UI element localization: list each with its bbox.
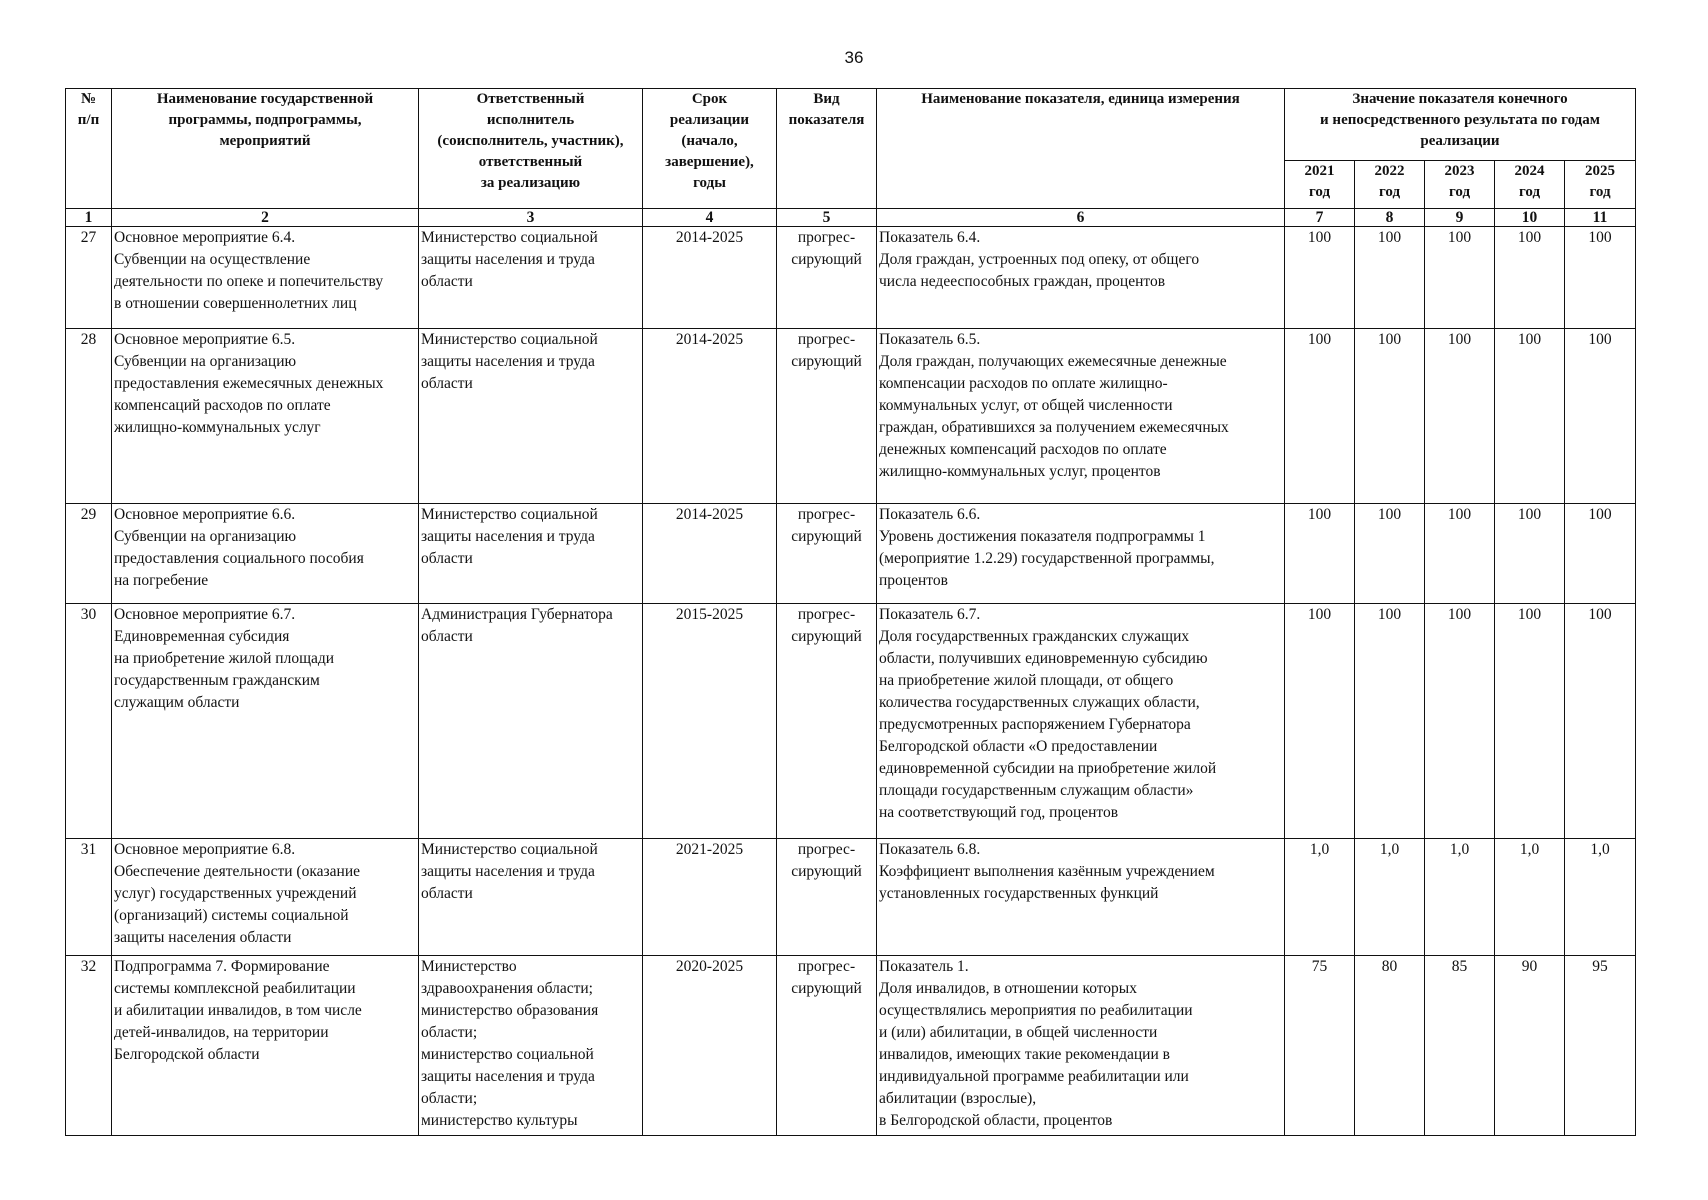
value-2024: 1,0 — [1495, 839, 1565, 956]
program-name: Основное мероприятие 6.4. Субвенции на осуществление деятельности по опеке и попечительству в отношении совершеннолетних лиц — [112, 227, 419, 329]
value-2022: 100 — [1355, 604, 1425, 839]
value-2022: 100 — [1355, 504, 1425, 604]
responsible-executor: Министерство социальной защиты населения и труда области — [419, 504, 643, 604]
indicator-type: прогрес- сирующий — [777, 227, 877, 329]
indicator-name: Показатель 6.8. Коэффициент выполнения казённым учреждением установленных государственных функций — [877, 839, 1285, 956]
value-2022: 80 — [1355, 956, 1425, 1136]
implementation-term: 2015-2025 — [643, 604, 777, 839]
value-2022: 100 — [1355, 329, 1425, 504]
indicator-type: прогрес- сирующий — [777, 329, 877, 504]
column-number: 8 — [1355, 209, 1425, 227]
indicator-type: прогрес- сирующий — [777, 604, 877, 839]
value-2025: 100 — [1565, 504, 1636, 604]
header-year-2021: 2021 год — [1285, 161, 1355, 209]
implementation-term: 2020-2025 — [643, 956, 777, 1136]
page-number: 36 — [844, 48, 864, 67]
indicators-table — [65, 88, 1636, 1136]
value-2024: 100 — [1495, 329, 1565, 504]
responsible-executor: Министерство социальной защиты населения и труда области — [419, 227, 643, 329]
table-row — [66, 329, 1636, 504]
row-number: 28 — [66, 329, 112, 504]
responsible-executor: Администрация Губернатора области — [419, 604, 643, 839]
column-number: 5 — [777, 209, 877, 227]
value-2022: 1,0 — [1355, 839, 1425, 956]
row-number: 32 — [66, 956, 112, 1136]
value-2025: 100 — [1565, 227, 1636, 329]
value-2022: 100 — [1355, 227, 1425, 329]
implementation-term: 2021-2025 — [643, 839, 777, 956]
table-row — [66, 227, 1636, 329]
table-row — [66, 604, 1636, 839]
indicator-type: прогрес- сирующий — [777, 839, 877, 956]
indicator-name: Показатель 6.4. Доля граждан, устроенных под опеку, от общего числа недееспособных граждан, процентов — [877, 227, 1285, 329]
column-number: 7 — [1285, 209, 1355, 227]
value-2024: 100 — [1495, 604, 1565, 839]
header-responsible: Ответственный исполнитель (соисполнитель, участник), ответственный за реализацию — [419, 89, 643, 209]
value-2025: 100 — [1565, 329, 1636, 504]
value-2021: 75 — [1285, 956, 1355, 1136]
column-number: 6 — [877, 209, 1285, 227]
row-number: 30 — [66, 604, 112, 839]
column-number: 1 — [66, 209, 112, 227]
column-number: 9 — [1425, 209, 1495, 227]
header-year-2024: 2024 год — [1495, 161, 1565, 209]
indicator-name: Показатель 6.5. Доля граждан, получающих ежемесячные денежные компенсации расходов по оплате жилищно- коммунальных услуг, от общей численности граждан, обратившихся за получением ежемесячных денежных компенсаций расходов по оплате жилищно-коммунальных услуг, процентов — [877, 329, 1285, 504]
program-name: Основное мероприятие 6.5. Субвенции на организацию предоставления ежемесячных денежных компенсаций расходов по оплате жилищно-коммунальных услуг — [112, 329, 419, 504]
header-type: Вид показателя — [777, 89, 877, 209]
value-2023: 100 — [1425, 227, 1495, 329]
value-2021: 100 — [1285, 504, 1355, 604]
row-number: 31 — [66, 839, 112, 956]
implementation-term: 2014-2025 — [643, 329, 777, 504]
value-2024: 100 — [1495, 227, 1565, 329]
indicator-name: Показатель 6.7. Доля государственных гражданских служащих области, получивших единовременную субсидию на приобретение жилой площади, от общего количества государственных служащих области, предусмотренных распоряжением Губернатора Белгородской области «О предоставлении единовременной субсидии на приобретение жилой площади государственным служащим области» на соответствующий год, процентов — [877, 604, 1285, 839]
value-2023: 100 — [1425, 504, 1495, 604]
header-year-2025: 2025 год — [1565, 161, 1636, 209]
value-2023: 1,0 — [1425, 839, 1495, 956]
header-indicator: Наименование показателя, единица измерения — [877, 89, 1285, 209]
value-2021: 100 — [1285, 329, 1355, 504]
indicator-name: Показатель 1. Доля инвалидов, в отношении которых осуществлялись мероприятия по реабилитации и (или) абилитации, в общей численности инвалидов, имеющих такие рекомендации в индивидуальной программе реабилитации или абилитации (взрослые), в Белгородской области, процентов — [877, 956, 1285, 1136]
column-number: 4 — [643, 209, 777, 227]
header-name: Наименование государственной программы, подпрограммы, мероприятий — [112, 89, 419, 209]
header-num: № п/п — [66, 89, 112, 209]
header-term: Срок реализации (начало, завершение), годы — [643, 89, 777, 209]
value-2021: 1,0 — [1285, 839, 1355, 956]
column-number: 3 — [419, 209, 643, 227]
header-year-2023: 2023 год — [1425, 161, 1495, 209]
column-number: 11 — [1565, 209, 1636, 227]
value-2023: 100 — [1425, 604, 1495, 839]
value-2024: 100 — [1495, 504, 1565, 604]
table-row — [66, 504, 1636, 604]
value-2025: 95 — [1565, 956, 1636, 1136]
value-2025: 100 — [1565, 604, 1636, 839]
column-number: 10 — [1495, 209, 1565, 227]
value-2021: 100 — [1285, 227, 1355, 329]
implementation-term: 2014-2025 — [643, 504, 777, 604]
table-body — [66, 227, 1636, 1136]
responsible-executor: Министерство социальной защиты населения и труда области — [419, 329, 643, 504]
program-name: Основное мероприятие 6.7. Единовременная субсидия на приобретение жилой площади государственным гражданским служащим области — [112, 604, 419, 839]
value-2023: 100 — [1425, 329, 1495, 504]
program-name: Основное мероприятие 6.6. Субвенции на организацию предоставления социального пособия на погребение — [112, 504, 419, 604]
value-2024: 90 — [1495, 956, 1565, 1136]
value-2023: 85 — [1425, 956, 1495, 1136]
row-number: 27 — [66, 227, 112, 329]
table-row — [66, 956, 1636, 1136]
indicator-name: Показатель 6.6. Уровень достижения показателя подпрограммы 1 (мероприятие 1.2.29) государственной программы, процентов — [877, 504, 1285, 604]
column-number: 2 — [112, 209, 419, 227]
implementation-term: 2014-2025 — [643, 227, 777, 329]
value-2021: 100 — [1285, 604, 1355, 839]
table-header — [66, 89, 1636, 227]
indicator-type: прогрес- сирующий — [777, 504, 877, 604]
row-number: 29 — [66, 504, 112, 604]
indicator-type: прогрес- сирующий — [777, 956, 877, 1136]
program-name: Основное мероприятие 6.8. Обеспечение деятельности (оказание услуг) государственных учреждений (организаций) системы социальной защиты населения области — [112, 839, 419, 956]
header-year-2022: 2022 год — [1355, 161, 1425, 209]
responsible-executor: Министерство социальной защиты населения и труда области — [419, 839, 643, 956]
program-name: Подпрограмма 7. Формирование системы комплексной реабилитации и абилитации инвалидов, в том числе детей-инвалидов, на территории Белгородской области — [112, 956, 419, 1136]
value-2025: 1,0 — [1565, 839, 1636, 956]
header-values-group: Значение показателя конечного и непосредственного результата по годам реализации — [1285, 89, 1636, 161]
table-row — [66, 839, 1636, 956]
responsible-executor: Министерство здравоохранения области; министерство образования области; министерство социальной защиты населения и труда области; министерство культуры — [419, 956, 643, 1136]
column-numbers-row — [66, 209, 1636, 227]
